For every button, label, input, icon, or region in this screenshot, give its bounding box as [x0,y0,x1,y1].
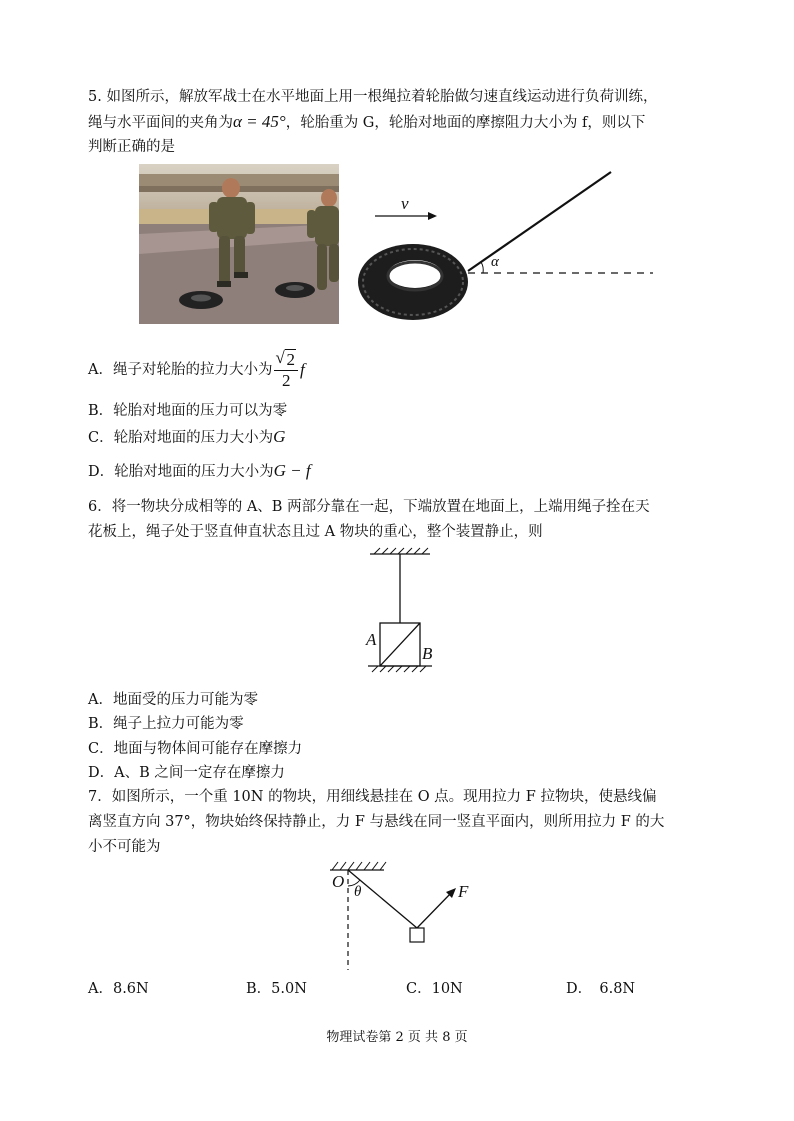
q6-option-c[interactable]: C．地面与物体间可能存在摩擦力 [88,741,303,757]
q5-line2-b: ，轮胎重为 G，轮胎对地面的摩擦阻力大小为 f，则以下 [285,115,646,131]
q5-line1: 5. 如图所示，解放军战士在水平地面上用一根绳拉着轮胎做匀速直线运动进行负荷训练， [88,89,658,105]
q6-option-a[interactable]: A．地面受的压力可能为零 [88,692,258,708]
q5-option-d-text: D．轮胎对地面的压力大小为 [88,464,274,480]
q5-option-c[interactable] [88,426,285,449]
point-o-label: O [332,872,345,891]
q5-option-b[interactable]: B．轮胎对地面的压力可以为零 [88,403,288,419]
frac-numerator: 2 [286,349,295,369]
pendulum-diagram [326,858,486,972]
q7-option-d[interactable]: D． 6.8N [566,981,636,997]
tire-icon [358,244,468,320]
q7-line3: 小不可能为 [88,839,161,855]
q6-line2: 花板上，绳子处于竖直伸直状态且过 A 物块的重心，整个装置静止，则 [88,524,543,540]
force-f-label: F [458,882,469,901]
block-diagram [360,546,440,678]
photo-tire-2 [275,282,315,298]
q5-option-d-expr: G − f [273,461,311,480]
q5-angle-expr: α = 45° [233,112,286,131]
block-a-label: A [366,630,377,649]
q5-option-a-var: f [299,360,305,379]
q7-line2: 离竖直方向 37°，物块始终保持静止，力 F 与悬线在同一竖直平面内，则所用拉力 F 的大 [88,814,665,830]
q7-option-a[interactable]: A．8.6N [88,981,149,997]
sqrt2-over-2 [274,350,298,391]
q7-option-c[interactable]: C．10N [406,981,463,997]
q7-option-b[interactable]: B．5.0N [246,981,307,997]
q5-option-a-text: A．绳子对轮胎的拉力大小为 [88,362,273,378]
photo-tire-1 [179,291,223,309]
q7-line1: 7．如图所示，一个重 10N 的物块，用细线悬挂在 O 点。现用拉力 F 拉物块，使悬线偏 [88,789,657,805]
velocity-label: v [401,194,409,213]
theta-label: θ [354,884,362,900]
alpha-label: α [491,254,499,270]
q5-option-c-var: G [273,427,286,446]
q5-line2 [88,111,645,134]
q5-option-d[interactable] [88,460,311,483]
tire-diagram [355,164,655,326]
q5-option-a[interactable] [88,346,305,394]
soldiers-photo [139,164,339,324]
page-footer: 物理试卷第 2 页 共 8 页 [326,1030,468,1045]
frac-denominator: 2 [281,370,291,390]
q5-line3: 判断正确的是 [88,139,175,155]
q6-option-b[interactable]: B．绳子上拉力可能为零 [88,716,244,732]
q6-line1: 6．将一物块分成相等的 A、B 两部分靠在一起，下端放置在地面上，上端用绳子拴在天 [88,499,650,515]
block-b-label: B [422,644,433,663]
q5-option-c-text: C．轮胎对地面的压力大小为 [88,430,274,446]
q6-option-d[interactable]: D．A、B 之间一定存在摩擦力 [88,765,285,781]
q5-line2-a: 绳与水平面间的夹角为 [88,115,233,131]
